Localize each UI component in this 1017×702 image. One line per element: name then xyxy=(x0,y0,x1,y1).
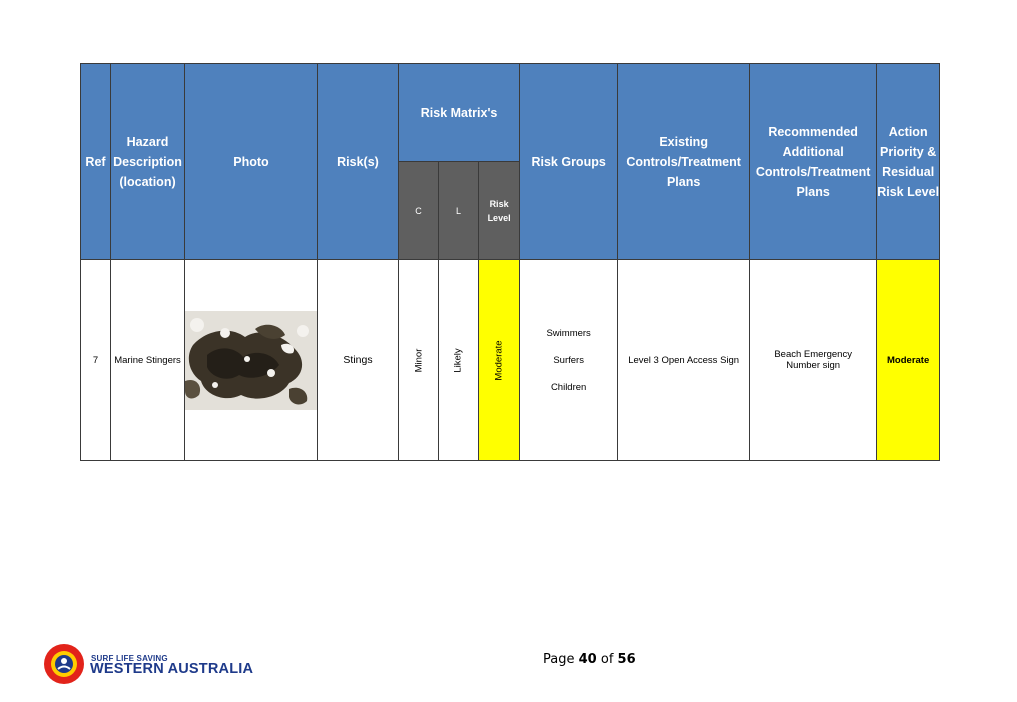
cell-risk-groups xyxy=(520,260,618,461)
cell-hazard: Marine Stingers xyxy=(111,260,185,461)
cell-existing-controls: Level 3 Open Access Sign xyxy=(618,260,750,461)
header-risk-level-line: Level xyxy=(487,212,511,223)
header-risks: Risk(s) xyxy=(318,64,399,260)
header-recommended-controls xyxy=(750,64,877,260)
page-number xyxy=(543,652,636,667)
cell-consequence xyxy=(399,260,439,461)
cell-photo xyxy=(185,260,318,461)
cell-likelihood xyxy=(439,260,479,461)
header-consequence: C xyxy=(399,162,439,260)
header-existing-line: Plans xyxy=(666,174,701,189)
page-prefix: Page xyxy=(543,652,575,667)
header-recommended-line: Recommended xyxy=(768,124,858,139)
table-row xyxy=(81,260,940,461)
consequence-value: Minor xyxy=(412,348,424,372)
header-risk-level-line: Risk xyxy=(489,198,509,209)
page-of: of xyxy=(600,652,614,667)
header-ref: Ref xyxy=(81,64,111,260)
cell-risk-level xyxy=(479,260,520,461)
header-existing-controls xyxy=(618,64,750,260)
cell-risks: Stings xyxy=(318,260,399,461)
header-action-line: Risk Level xyxy=(877,184,940,199)
header-action-line: Priority & xyxy=(880,144,937,159)
risk-group-item: Swimmers xyxy=(546,327,591,339)
header-recommended-line: Controls/Treatment xyxy=(755,164,871,179)
header-risk-level xyxy=(479,162,520,260)
risk-group-item: Children xyxy=(550,381,587,393)
cell-action-priority: Moderate xyxy=(877,260,940,461)
cell-ref: 7 xyxy=(81,260,111,461)
header-hazard-description xyxy=(111,64,185,260)
likelihood-value: Likely xyxy=(452,347,464,373)
header-likelihood: L xyxy=(439,162,479,260)
recommended-controls-value: Beach Emergency Number sign xyxy=(774,349,852,371)
header-hazard-line: Description xyxy=(113,154,182,169)
header-action-line: Action xyxy=(888,124,928,139)
logo-line2: WESTERN AUSTRALIA xyxy=(90,661,254,677)
header-existing-line: Controls/Treatment xyxy=(626,154,741,169)
header-hazard-line: (location) xyxy=(119,174,176,189)
cell-recommended-controls xyxy=(750,260,877,461)
header-recommended-line: Plans xyxy=(796,184,830,199)
risk-level-value: Moderate xyxy=(493,339,505,381)
header-existing-line: Existing xyxy=(659,134,708,149)
header-risk-matrix: Risk Matrix's xyxy=(399,64,520,162)
header-recommended-line: Additional xyxy=(782,144,844,159)
header-action-line: Residual xyxy=(882,164,935,179)
page-current: 40 xyxy=(578,652,597,667)
risk-assessment-table xyxy=(80,63,940,461)
risk-group-item: Surfers xyxy=(553,354,584,366)
logo-line1: SURF LIFE SAVING xyxy=(91,654,168,663)
header-photo: Photo xyxy=(185,64,318,260)
header-risk-groups: Risk Groups xyxy=(520,64,618,260)
page-total: 56 xyxy=(617,652,636,667)
header-action-priority xyxy=(877,64,940,260)
marine-stinger-photo xyxy=(185,311,317,410)
header-hazard-line: Hazard xyxy=(126,134,169,149)
